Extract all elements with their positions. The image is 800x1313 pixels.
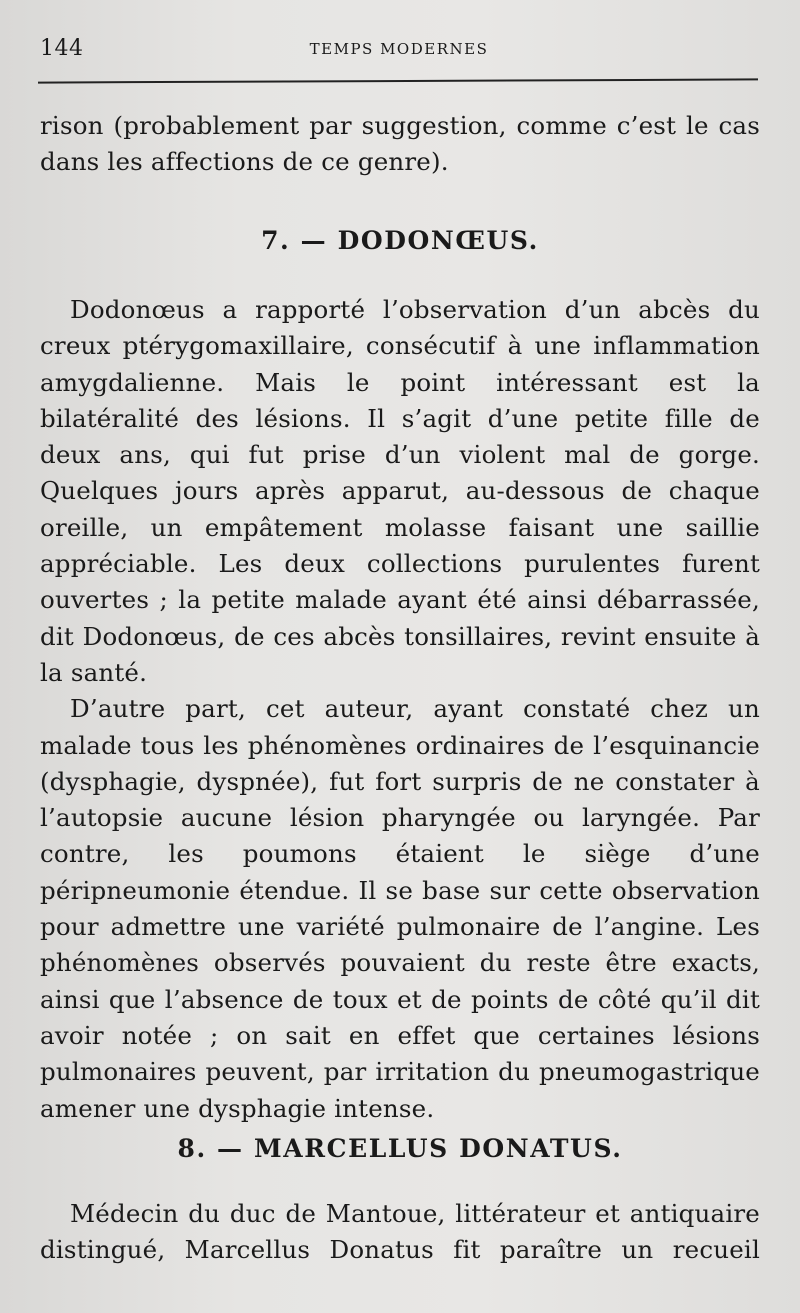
section-7-heading: 7. — DODONŒUS. [261, 226, 539, 255]
header-rule [38, 78, 758, 83]
section-7-paragraph-1: Dodonœus a rapporté l’observation d’un abcès du creux ptérygomaxillaire, consécutif à une inflammation amygdalienne. Mais le point intéressant est la bilatéralité des lésions. Il s’agit d’une petite fille de deux ans, qui fut prise d’un violent mal de gorge. Quelques jours après apparut, au-dessous de chaque oreille, un empâtement molasse faisant une saillie appréciable. Les deux collections purulentes furent ouvertes ; la petite malade ayant été ainsi débarrassée, dit Dodonœus, de ces abcès tonsillaires, revint ensuite à la santé. [40, 295, 760, 687]
section-8-body [40, 1196, 760, 1269]
section-7-body [40, 292, 760, 1127]
section-8-paragraph-1: Médecin du duc de Mantoue, littérateur et antiquaire distingué, Marcellus Donatus fit paraître un recueil [40, 1199, 760, 1265]
running-header [40, 36, 758, 66]
section-8-heading: 8. — MARCELLUS DONATUS. [177, 1134, 623, 1163]
intro-paragraph: rison (probablement par suggestion, comme c’est le cas dans les affections de ce genre). [40, 111, 760, 177]
running-title: TEMPS MODERNES [309, 40, 489, 58]
section-7-paragraph-2: D’autre part, cet auteur, ayant constaté chez un malade tous les phénomènes ordinaires de l’esquinancie (dysphagie, dyspnée), fut fort surpris de ne constater à l’autopsie aucune lésion pharyngée ou laryngée. Par contre, les poumons étaient le siège d’une péripneumonie étendue. Il se base sur cette observation pour admettre une variété pulmonaire de l’angine. Les phénomènes observés pouvaient du reste être exacts, ainsi que l’absence de toux et de points de côté qu’il dit avoir notée ; on sait en effet que certaines lésions pulmonaires peuvent, par irritation du pneumogastrique amener une dysphagie intense. [40, 694, 760, 1123]
intro-text [40, 108, 760, 181]
page-number: 144 [40, 36, 84, 61]
